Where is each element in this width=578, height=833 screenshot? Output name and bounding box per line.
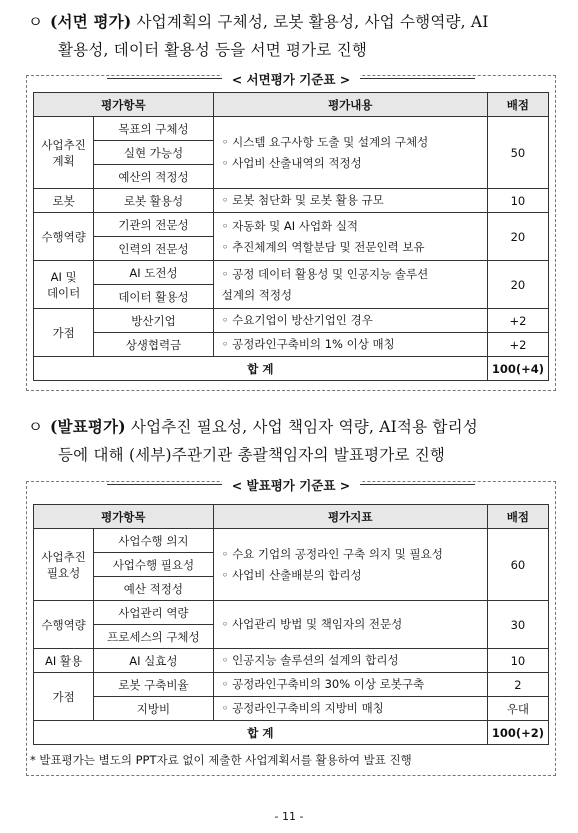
content-cell: ◦ 공정라인구축비의 30% 이상 로봇구축 (213, 673, 487, 697)
score-cell: 10 (487, 649, 548, 673)
item-cell: 사업관리 역량 (94, 601, 213, 625)
table-row (34, 649, 549, 673)
item-cell: 사업수행 의지 (94, 529, 213, 553)
bonus-row (34, 673, 549, 697)
table-header-row (34, 93, 549, 117)
item-cell: AI 실효성 (94, 649, 213, 673)
section2-paragraph (28, 413, 556, 469)
category-cell: 사업추진 필요성 (34, 529, 94, 601)
written-eval-box (26, 72, 556, 391)
score-cell: +2 (487, 333, 548, 357)
section2-label: (발표평가) (50, 417, 126, 436)
header-eval-content: 평가지표 (213, 505, 487, 529)
item-cell: 인력의 전문성 (94, 237, 214, 261)
bonus-row (34, 697, 549, 721)
total-row (34, 721, 549, 745)
total-row (34, 357, 549, 381)
presentation-eval-table (33, 504, 549, 745)
content-cell: ◦ 공정라인구축비의 지방비 매칭 (213, 697, 487, 721)
content-cell: ◦ 공정 데이터 활용성 및 인공지능 솔루션 설계의 적정성 (213, 261, 487, 309)
written-eval-table (33, 92, 549, 381)
page-number: - 11 - (274, 810, 304, 823)
header-score: 배점 (487, 505, 548, 529)
bullet-icon: ㅇ (28, 418, 44, 436)
header-eval-item: 평가항목 (34, 93, 214, 117)
category-cell: AI 및 데이터 (34, 261, 94, 309)
content-cell: ◦ 자동화 및 AI 사업화 실적 ◦ 추진체계의 역할분담 및 전문인력 보유 (213, 213, 487, 261)
section1-text-line2: 활용성, 데이터 활용성 등을 서면 평가로 진행 (58, 41, 368, 59)
bonus-row (34, 309, 549, 333)
item-cell: 기관의 전문성 (94, 213, 214, 237)
item-cell: 방산기업 (94, 309, 214, 333)
category-cell: 수행역량 (34, 213, 94, 261)
score-cell: 30 (487, 601, 548, 649)
bullet-icon: ㅇ (28, 13, 44, 31)
table-header-row (34, 505, 549, 529)
content-cell: ◦ 로봇 첨단화 및 로봇 활용 규모 (213, 189, 487, 213)
score-cell: 20 (487, 261, 548, 309)
content-cell: ◦ 인공지능 솔루션의 설계의 합리성 (213, 649, 487, 673)
header-eval-item: 평가항목 (34, 505, 214, 529)
total-label: 합 계 (34, 721, 488, 745)
table-row (34, 529, 549, 553)
total-score: 100(+4) (487, 357, 548, 381)
score-cell: 우대 (487, 697, 548, 721)
section1-paragraph (28, 8, 556, 64)
item-cell: 로봇 구축비율 (94, 673, 213, 697)
bonus-category-cell: 가점 (34, 673, 94, 721)
content-cell: ◦ 시스템 요구사항 도출 및 설계의 구체성 ◦ 사업비 산출내역의 적정성 (213, 117, 487, 189)
section2-text-line1: 사업추진 필요성, 사업 책임자 역량, AI적용 합리성 (125, 418, 478, 436)
total-label: 합 계 (34, 357, 488, 381)
bonus-row (34, 333, 549, 357)
table-row (34, 189, 549, 213)
item-cell: 프로세스의 구체성 (94, 625, 213, 649)
content-cell: ◦ 사업관리 방법 및 책임자의 전문성 (213, 601, 487, 649)
item-cell: 데이터 활용성 (94, 285, 214, 309)
content-cell: ◦ 공정라인구축비의 1% 이상 매칭 (213, 333, 487, 357)
section1-text-line1: 사업계획의 구체성, 로봇 활용성, 사업 수행역량, AI (131, 13, 489, 31)
table-row (34, 117, 549, 141)
table-row (34, 261, 549, 285)
item-cell: AI 도전성 (94, 261, 214, 285)
item-cell: 예산의 적정성 (94, 165, 214, 189)
score-cell: 20 (487, 213, 548, 261)
score-cell: 50 (487, 117, 548, 189)
category-cell: 수행역량 (34, 601, 94, 649)
item-cell: 목표의 구체성 (94, 117, 214, 141)
bonus-category-cell: 가점 (34, 309, 94, 357)
table2-title: < 발표평가 기준표 > (222, 478, 361, 493)
item-cell: 실현 가능성 (94, 141, 214, 165)
content-cell: ◦ 수요기업이 방산기업인 경우 (213, 309, 487, 333)
item-cell: 지방비 (94, 697, 213, 721)
table-row (34, 213, 549, 237)
item-cell: 로봇 활용성 (94, 189, 214, 213)
table2-note: * 발표평가는 별도의 PPT자료 없이 제출한 사업계획서를 활용하여 발표 진행 (30, 753, 412, 767)
category-cell: 로봇 (34, 189, 94, 213)
item-cell: 예산 적정성 (94, 577, 213, 601)
table1-title: < 서면평가 기준표 > (222, 72, 361, 87)
header-score: 배점 (487, 93, 548, 117)
item-cell: 사업수행 필요성 (94, 553, 213, 577)
category-cell: 사업추진 계획 (34, 117, 94, 189)
total-score: 100(+2) (487, 721, 548, 745)
section1-label: (서면 평가) (50, 12, 132, 31)
score-cell: 10 (487, 189, 548, 213)
section2-text-line2: 등에 대해 (세부)주관기관 총괄책임자의 발표평가로 진행 (58, 446, 446, 464)
header-eval-content: 평가내용 (213, 93, 487, 117)
score-cell: 60 (487, 529, 548, 601)
table-row (34, 601, 549, 625)
presentation-eval-box (26, 478, 556, 776)
content-cell: ◦ 수요 기업의 공정라인 구축 의지 및 필요성 ◦ 사업비 산출배분의 합리성 (213, 529, 487, 601)
item-cell: 상생협력금 (94, 333, 214, 357)
category-cell: AI 활용 (34, 649, 94, 673)
score-cell: 2 (487, 673, 548, 697)
score-cell: +2 (487, 309, 548, 333)
